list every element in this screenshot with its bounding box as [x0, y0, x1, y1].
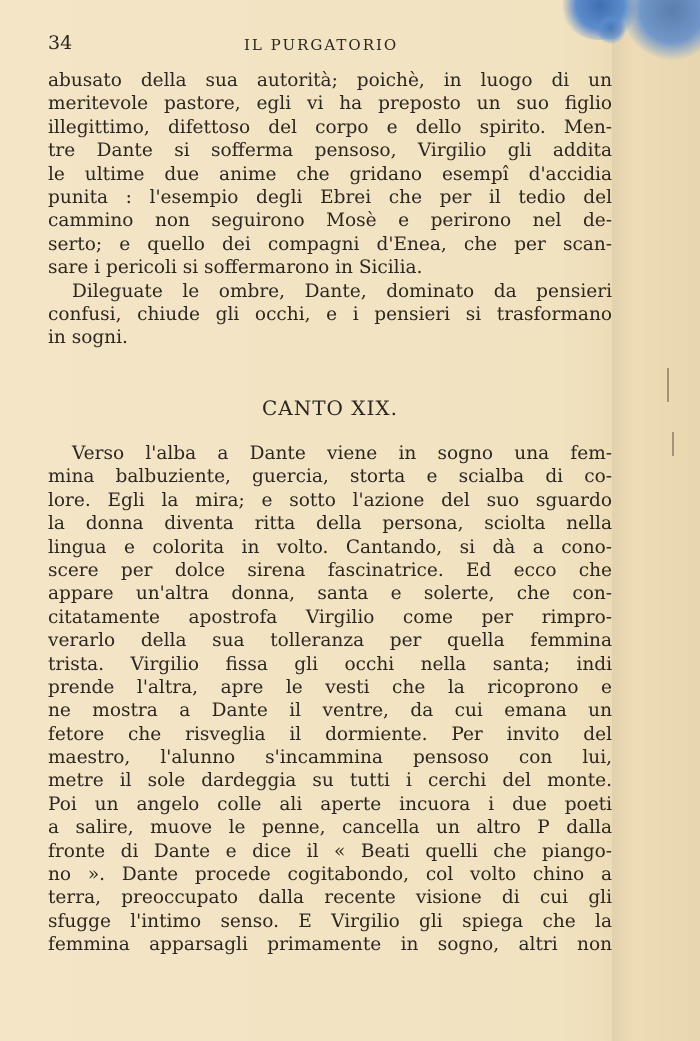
text-line: fetore che risveglia il dormiente. Per invito del — [48, 723, 612, 745]
text-line: prende l'altra, apre le vesti che la ricoprono e — [48, 676, 612, 698]
canto-19-summary — [48, 442, 612, 957]
canto-18-summary-end — [48, 69, 612, 350]
text-line: maestro, l'alunno s'incammina pensoso con lui, — [48, 747, 612, 769]
text-line: le ultime due anime che gridano esempî d'accidia — [48, 163, 612, 185]
text-line: no ». Dante procede cogitabondo, col volto chino a — [48, 864, 612, 886]
text-line: punita : l'esempio degli Ebrei che per il tedio del — [48, 186, 612, 208]
text-line: verarlo della sua tolleranza per quella femmina — [48, 630, 612, 652]
text-line: femmina apparsagli primamente in sogno, altri non — [48, 934, 612, 956]
text-line: cammino non seguirono Mosè e perirono nel de- — [48, 210, 612, 232]
text-line: terra, preoccupato dalla recente visione di cui gli — [48, 887, 612, 909]
margin-mark — [667, 368, 669, 402]
text-line: lore. Egli la mira; e sotto l'azione del suo sguardo — [48, 489, 612, 511]
text-line: Poi un angelo colle ali aperte incuora i due poeti — [48, 793, 612, 815]
canto-heading: CANTO XIX. — [261, 396, 399, 420]
page-gutter-shadow — [612, 0, 700, 1041]
text-line: citatamente apostrofa Virgilio come per rimpro- — [48, 606, 612, 628]
text-line: illegittimo, difettoso del corpo e dello spirito. Men- — [48, 116, 612, 138]
text-line: mina balbuziente, guercia, storta e scialba di co- — [48, 466, 612, 488]
text-line: appare un'altra donna, santa e solerte, che con- — [48, 583, 612, 605]
text-line: Verso l'alba a Dante viene in sogno una fem- — [72, 443, 612, 464]
text-line: sfugge l'intimo senso. E Virgilio gli spiega che la — [48, 910, 612, 932]
text-line: metre il sole dardeggia su tutti i cerchi del monte. — [48, 770, 612, 792]
margin-mark — [672, 432, 674, 456]
page-number: 34 — [48, 32, 73, 54]
text-line: in sogni. — [48, 327, 128, 349]
text-line: meritevole pastore, egli vi ha preposto un suo figlio — [48, 93, 612, 115]
text-line: lingua e colorita in volto. Cantando, si dà a cono- — [48, 536, 612, 558]
text-line: sare i pericoli si soffermarono in Sicilia. — [48, 257, 423, 279]
text-line: tre Dante si sofferma pensoso, Virgilio gli addita — [48, 140, 612, 162]
text-line: a salire, muove le penne, cancella un altro P dalla — [48, 817, 612, 839]
text-line: ne mostra a Dante il ventre, da cui emana un — [48, 700, 612, 722]
text-line: fronte di Dante e dice il « Beati quelli che piango- — [48, 840, 612, 862]
text-line: scere per dolce sirena fascinatrice. Ed ecco che — [48, 559, 612, 581]
text-line: trista. Virgilio fissa gli occhi nella santa; indi — [48, 653, 612, 675]
text-line: la donna diventa ritta della persona, sciolta nella — [48, 513, 612, 535]
text-line: confusi, chiude gli occhi, e i pensieri si trasformano — [48, 303, 612, 325]
running-head — [48, 32, 612, 56]
running-title: IL PURGATORIO — [244, 36, 399, 54]
text-line: Dileguate le ombre, Dante, dominato da pensieri — [72, 280, 612, 302]
text-line: serto; e quello dei compagni d'Enea, che per scan- — [48, 233, 612, 255]
text-line: abusato della sua autorità; poichè, in luogo di un — [48, 70, 612, 91]
